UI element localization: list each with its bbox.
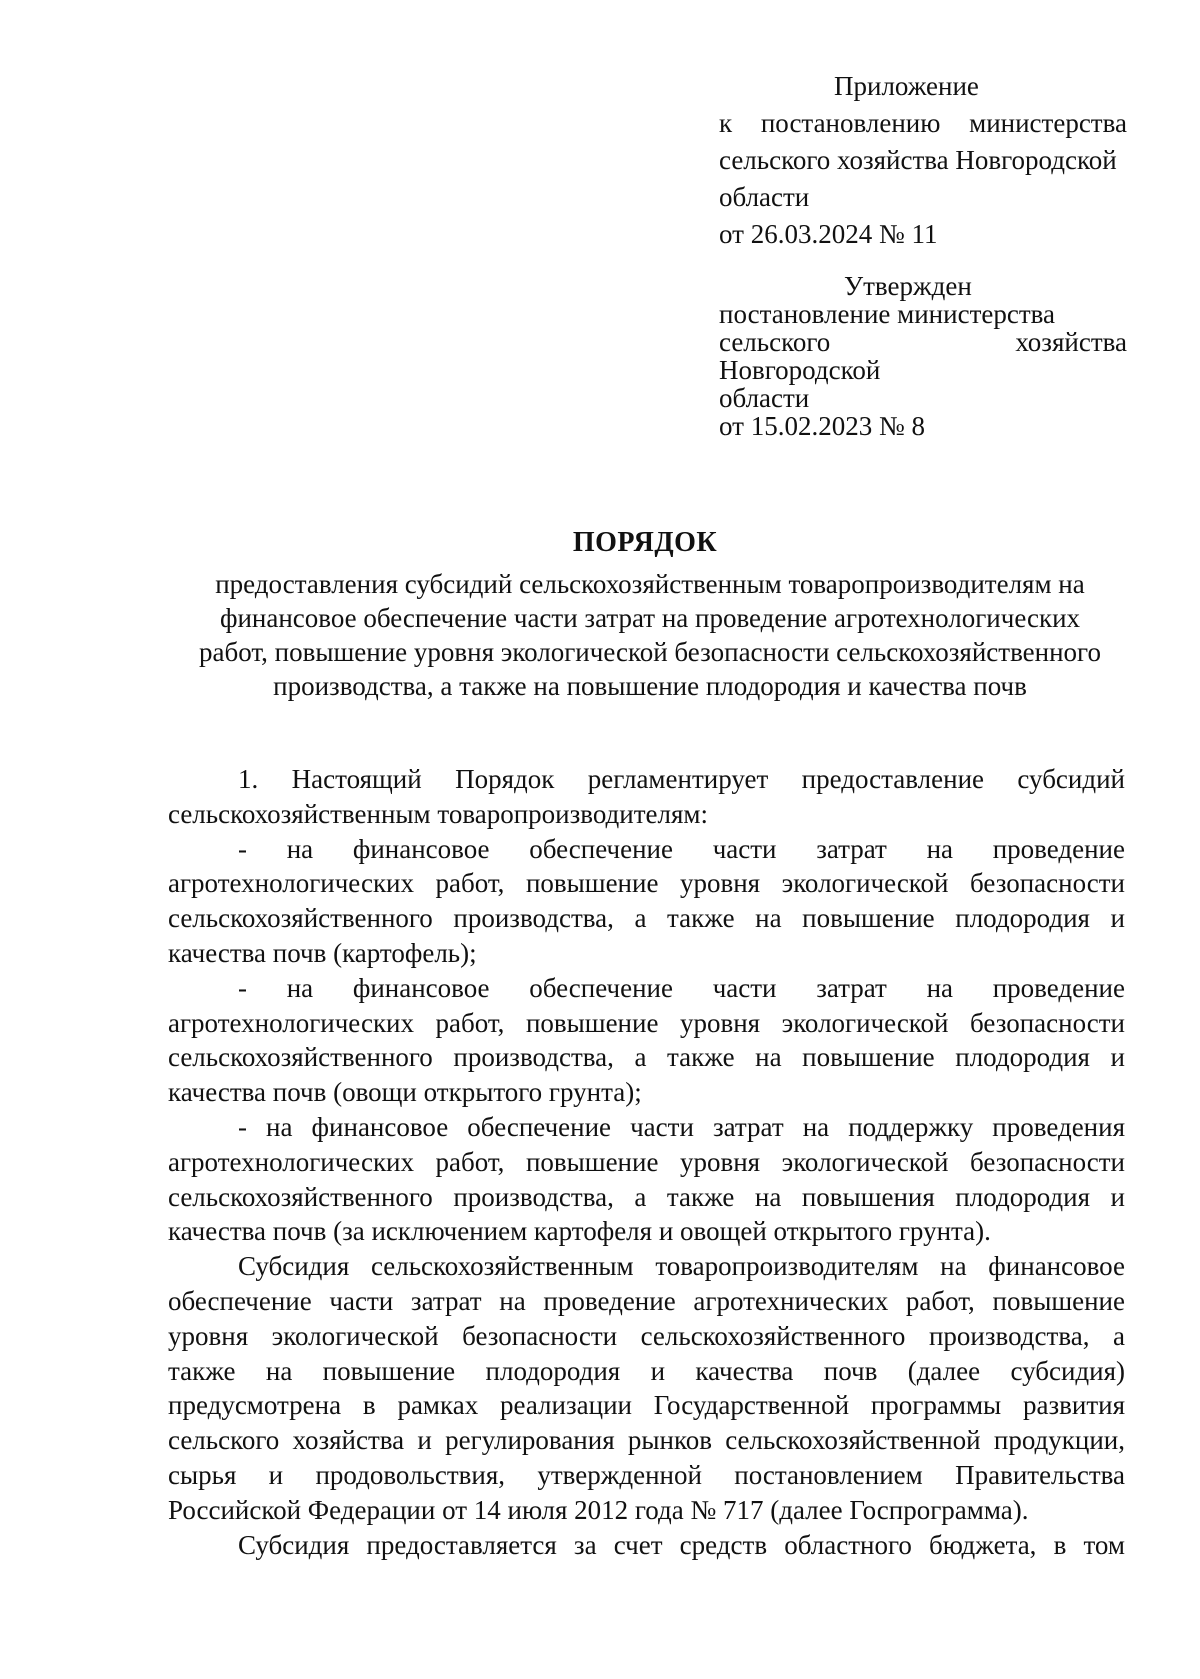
appendix-heading: Приложение [834, 71, 979, 101]
approved-line: постановление министерства [719, 299, 1056, 329]
body-line: обеспечение части затрат на проведение агротехнических работ, повышение [168, 1285, 1125, 1316]
paragraph-5 [168, 1249, 1125, 1527]
body-line: сельскохозяйственного производства, а также на повышения плодородия и [168, 1181, 1125, 1212]
approved-line-left: сельского [719, 327, 831, 357]
paragraph-6 [168, 1528, 1125, 1563]
paragraph-1 [168, 762, 1125, 832]
paragraph-4 [168, 1110, 1125, 1249]
appendix-block [719, 68, 1127, 253]
body-line: качества почв (за исключением картофеля и овощей открытого грунта). [168, 1216, 991, 1247]
subtitle-line: предоставления субсидий сельскохозяйственным товаропроизводителям на [215, 569, 1085, 599]
approved-line: области [719, 383, 810, 413]
body-line: агротехнологических работ, повышение уровня экологической безопасности [168, 1146, 1125, 1177]
body-line: качества почв (овощи открытого грунта); [168, 1077, 642, 1108]
body-line: 1. Настоящий Порядок регламентирует предоставление субсидий [238, 764, 1125, 794]
body-line: - на финансовое обеспечение части затрат на проведение [238, 833, 1125, 864]
appendix-line: области [719, 182, 810, 212]
body-line: предусмотрена в рамках реализации Государственной программы развития [168, 1390, 1125, 1421]
approved-line [719, 328, 1127, 356]
approved-line-right: хозяйства [1015, 327, 1127, 357]
body-line: сельскохозяйственного производства, а также на повышение плодородия и [168, 903, 1125, 934]
approved-block [719, 272, 1127, 440]
body-line: качества почв (картофель); [168, 937, 477, 968]
body-line: сельского хозяйства и регулирования рынков сельскохозяйственной продукции, [168, 1425, 1125, 1456]
subtitle-line: производства, а также на повышение плодородия и качества почв [273, 671, 1027, 701]
subtitle-line: финансовое обеспечение части затрат на проведение агротехнологических [219, 603, 1081, 633]
appendix-line: сельского хозяйства Новгородской [719, 145, 1117, 175]
document-body [168, 762, 1125, 1562]
paragraph-2 [168, 832, 1125, 971]
appendix-date-number: от 26.03.2024 № 11 [719, 219, 938, 249]
approved-line: Новгородской [719, 355, 881, 385]
body-line: сельскохозяйственного производства, а также на повышение плодородия и [168, 1042, 1125, 1073]
paragraph-3 [168, 971, 1125, 1110]
body-line: агротехнологических работ, повышение уровня экологической безопасности [168, 1007, 1125, 1038]
body-line: Российской Федерации от 14 июля 2012 года № 717 (далее Госпрограмма). [168, 1494, 1029, 1525]
document-subtitle [150, 567, 1150, 703]
body-line: Субсидия сельскохозяйственным товаропроизводителям на финансовое [238, 1251, 1125, 1282]
document-title: ПОРЯДОК [572, 527, 718, 558]
body-line: сырья и продовольствия, утвержденной постановлением Правительства [168, 1459, 1125, 1490]
body-line: - на финансовое обеспечение части затрат на проведение [238, 972, 1125, 1003]
approved-date-number: от 15.02.2023 № 8 [719, 411, 925, 441]
body-line: - на финансовое обеспечение части затрат на поддержку проведения [238, 1111, 1125, 1142]
subtitle-line: работ, повышение уровня экологической безопасности сельскохозяйственного [199, 637, 1101, 667]
body-line: агротехнологических работ, повышение уровня экологической безопасности [168, 868, 1125, 899]
body-line: сельскохозяйственным товаропроизводителям: [168, 798, 708, 829]
body-line: Субсидия предоставляется за счет средств областного бюджета, в том [238, 1529, 1125, 1560]
appendix-line: к постановлению министерства [719, 108, 1127, 138]
approved-heading: Утвержден [844, 271, 972, 301]
body-line: уровня экологической безопасности сельскохозяйственного производства, а [168, 1320, 1125, 1351]
body-line: также на повышение плодородия и качества почв (далее субсидия) [168, 1355, 1125, 1386]
